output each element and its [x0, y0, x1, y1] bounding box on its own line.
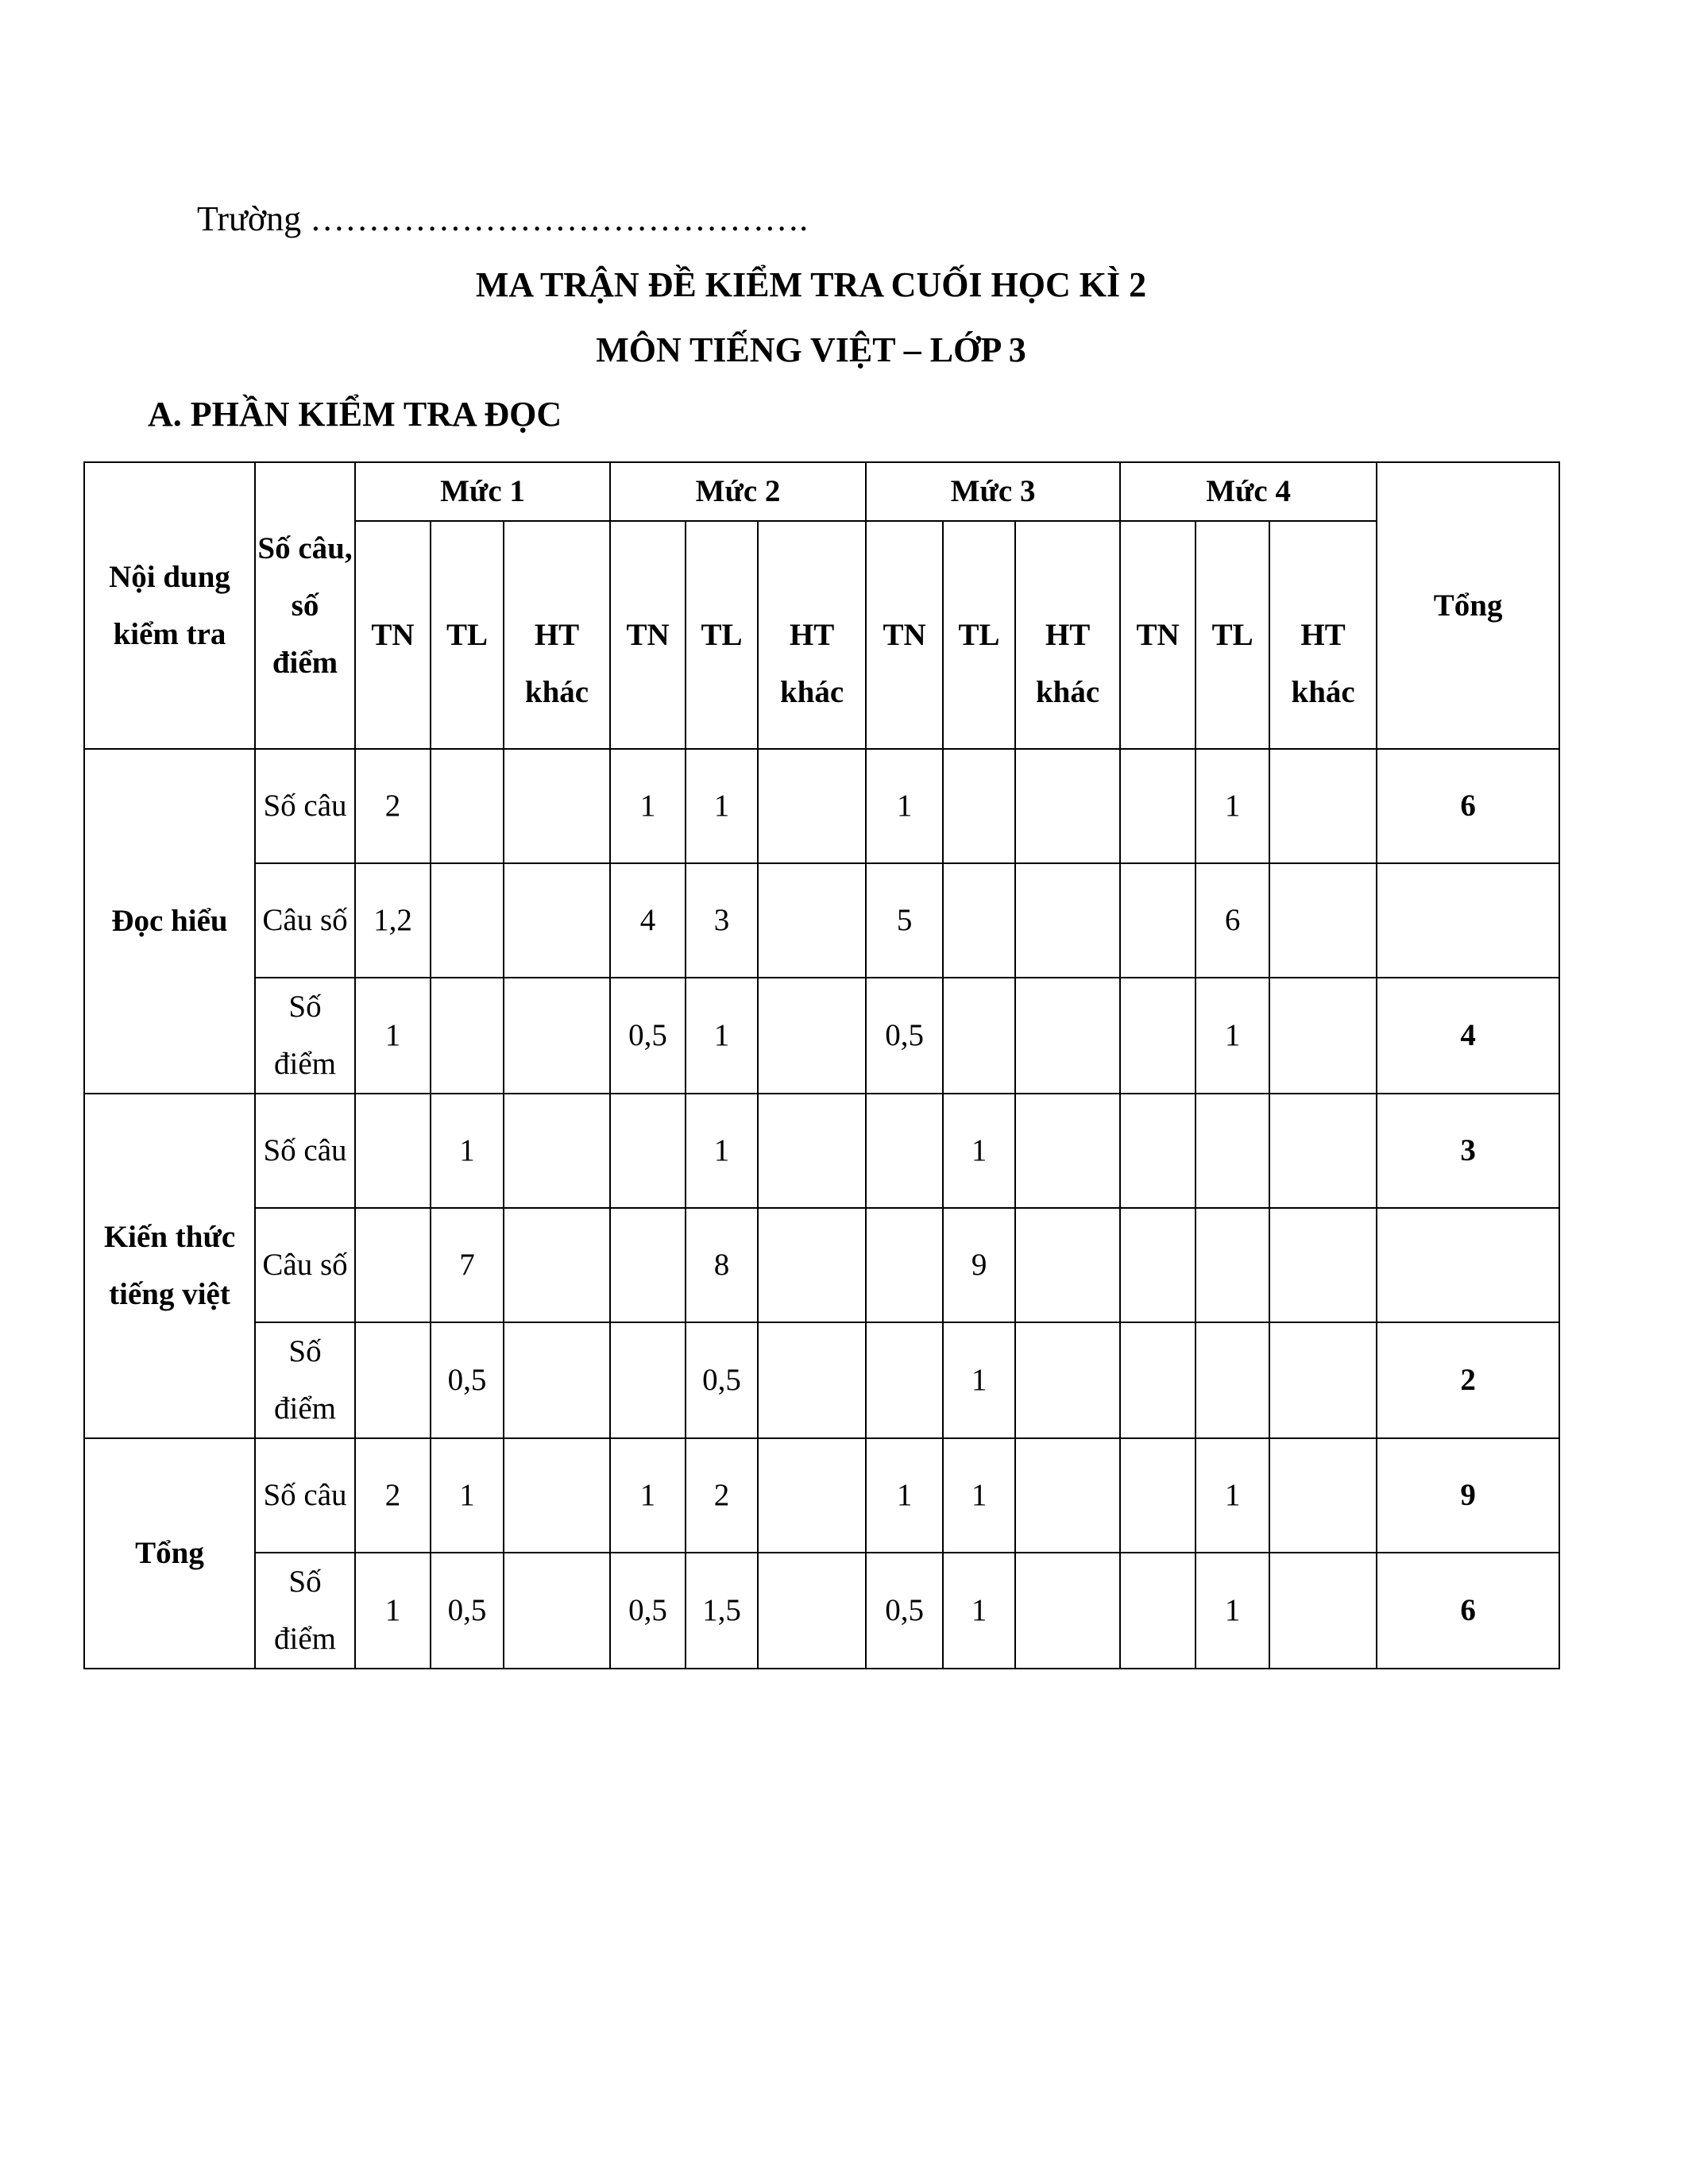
data-cell: [758, 978, 866, 1094]
data-cell: [943, 749, 1015, 863]
data-cell: [431, 749, 504, 863]
data-cell: 1: [686, 978, 758, 1094]
data-cell: 2: [686, 1438, 758, 1553]
group-label: Tổng: [84, 1438, 255, 1669]
row-type: Số câu: [255, 1438, 355, 1553]
row-total: [1377, 1208, 1559, 1322]
table-row: [84, 863, 1559, 978]
group-label: Đọc hiểu: [84, 749, 255, 1094]
data-cell: 1: [686, 749, 758, 863]
data-cell: [1120, 1094, 1196, 1208]
data-cell: [1269, 1208, 1377, 1322]
data-cell: [1269, 1438, 1377, 1553]
header-level: Mức 1: [355, 462, 610, 521]
header-total: Tổng: [1377, 462, 1559, 749]
data-cell: [1015, 978, 1120, 1094]
data-cell: 1: [866, 1438, 943, 1553]
data-cell: 0,5: [431, 1553, 504, 1669]
data-cell: [504, 749, 610, 863]
data-cell: [1120, 1553, 1196, 1669]
data-cell: [355, 1322, 431, 1438]
data-cell: [1120, 1322, 1196, 1438]
data-cell: [1196, 1322, 1269, 1438]
header-subcol: TL: [943, 521, 1015, 749]
data-cell: [1120, 978, 1196, 1094]
data-cell: [504, 978, 610, 1094]
data-cell: [504, 1094, 610, 1208]
row-total: 2: [1377, 1322, 1559, 1438]
row-total: 6: [1377, 1553, 1559, 1669]
table-row: [84, 1208, 1559, 1322]
data-cell: 1: [1196, 749, 1269, 863]
data-cell: 0,5: [866, 1553, 943, 1669]
exam-matrix-table: [83, 461, 1560, 1669]
data-cell: 0,5: [866, 978, 943, 1094]
header-row-levels: [84, 462, 1559, 521]
data-cell: 1: [866, 749, 943, 863]
data-cell: 4: [610, 863, 686, 978]
row-type: Số điểm: [255, 978, 355, 1094]
row-type: Số điểm: [255, 1322, 355, 1438]
data-cell: [943, 978, 1015, 1094]
data-cell: 2: [355, 1438, 431, 1553]
header-subcol: TN: [610, 521, 686, 749]
data-cell: 1: [1196, 978, 1269, 1094]
data-cell: [355, 1094, 431, 1208]
data-cell: [1196, 1208, 1269, 1322]
data-cell: [1269, 863, 1377, 978]
data-cell: 1,2: [355, 863, 431, 978]
data-cell: [758, 1553, 866, 1669]
table-row: [84, 749, 1559, 863]
data-cell: [1269, 1322, 1377, 1438]
data-cell: 2: [355, 749, 431, 863]
row-type: Số điểm: [255, 1553, 355, 1669]
header-content: Nội dung kiểm tra: [84, 462, 255, 749]
header-subcol: TL: [431, 521, 504, 749]
document-subtitle: MÔN TIẾNG VIỆT – LỚP 3: [596, 330, 1026, 369]
data-cell: 1: [943, 1094, 1015, 1208]
table-row: [84, 978, 1559, 1094]
data-cell: [1015, 1438, 1120, 1553]
header-level: Mức 2: [610, 462, 866, 521]
data-cell: [504, 1438, 610, 1553]
header-subcol: HT khác: [758, 521, 866, 749]
data-cell: 1: [355, 978, 431, 1094]
row-type: Số câu: [255, 749, 355, 863]
data-cell: 1: [1196, 1438, 1269, 1553]
data-cell: [1269, 1553, 1377, 1669]
data-cell: [431, 863, 504, 978]
data-cell: [758, 1322, 866, 1438]
header-subcol: TN: [866, 521, 943, 749]
header-subcol: TL: [686, 521, 758, 749]
data-cell: [504, 1208, 610, 1322]
group-label: Kiến thức tiếng việt: [84, 1094, 255, 1438]
data-cell: [758, 863, 866, 978]
table-row: [84, 1553, 1559, 1669]
data-cell: [1015, 1094, 1120, 1208]
row-type: Số câu: [255, 1094, 355, 1208]
data-cell: [1196, 1094, 1269, 1208]
data-cell: 1: [943, 1322, 1015, 1438]
data-cell: 6: [1196, 863, 1269, 978]
header-subcol: HT khác: [1015, 521, 1120, 749]
header-level: Mức 3: [866, 462, 1120, 521]
row-total: [1377, 863, 1559, 978]
data-cell: [758, 1094, 866, 1208]
data-cell: 0,5: [610, 1553, 686, 1669]
data-cell: [610, 1208, 686, 1322]
data-cell: [504, 1322, 610, 1438]
data-cell: 1: [943, 1438, 1015, 1553]
data-cell: 1: [431, 1094, 504, 1208]
data-cell: [504, 1553, 610, 1669]
table-row: [84, 1322, 1559, 1438]
data-cell: [431, 978, 504, 1094]
data-cell: [610, 1094, 686, 1208]
data-cell: [1015, 749, 1120, 863]
row-total: 6: [1377, 749, 1559, 863]
data-cell: 9: [943, 1208, 1015, 1322]
data-cell: [1015, 1208, 1120, 1322]
data-cell: [1269, 749, 1377, 863]
data-cell: 1: [943, 1553, 1015, 1669]
data-cell: 8: [686, 1208, 758, 1322]
data-cell: [504, 863, 610, 978]
data-cell: [1120, 1438, 1196, 1553]
data-cell: 1,5: [686, 1553, 758, 1669]
data-cell: [1120, 863, 1196, 978]
data-cell: [355, 1208, 431, 1322]
row-total: 3: [1377, 1094, 1559, 1208]
data-cell: [758, 1208, 866, 1322]
header-subcol: HT khác: [504, 521, 610, 749]
row-type: Câu số: [255, 1208, 355, 1322]
data-cell: [866, 1094, 943, 1208]
document-title: MA TRẬN ĐỀ KIỂM TRA CUỐI HỌC KÌ 2: [475, 265, 1147, 304]
data-cell: [943, 863, 1015, 978]
header-subcol: HT khác: [1269, 521, 1377, 749]
data-cell: 1: [1196, 1553, 1269, 1669]
header-subcol: TL: [1196, 521, 1269, 749]
table-row: [84, 1094, 1559, 1208]
data-cell: [866, 1208, 943, 1322]
row-type: Câu số: [255, 863, 355, 978]
header-subcol: TN: [1120, 521, 1196, 749]
data-cell: [1120, 749, 1196, 863]
school-name-field: Trường …………………………………….: [197, 199, 809, 238]
row-total: 9: [1377, 1438, 1559, 1553]
data-cell: [1015, 863, 1120, 978]
table-row: [84, 1438, 1559, 1553]
data-cell: 1: [686, 1094, 758, 1208]
data-cell: 0,5: [686, 1322, 758, 1438]
section-heading: A. PHẦN KIỂM TRA ĐỌC: [148, 395, 562, 434]
data-cell: [1120, 1208, 1196, 1322]
header-type: Số câu, số điểm: [255, 462, 355, 749]
data-cell: [1015, 1322, 1120, 1438]
data-cell: 7: [431, 1208, 504, 1322]
data-cell: [758, 1438, 866, 1553]
data-cell: [1015, 1553, 1120, 1669]
data-cell: 1: [610, 1438, 686, 1553]
data-cell: [1269, 1094, 1377, 1208]
row-total: 4: [1377, 978, 1559, 1094]
data-cell: [758, 749, 866, 863]
header-subcol: TN: [355, 521, 431, 749]
data-cell: 0,5: [431, 1322, 504, 1438]
data-cell: [610, 1322, 686, 1438]
data-cell: 1: [610, 749, 686, 863]
data-cell: 1: [355, 1553, 431, 1669]
data-cell: 0,5: [610, 978, 686, 1094]
header-level: Mức 4: [1120, 462, 1377, 521]
data-cell: 5: [866, 863, 943, 978]
data-cell: 1: [431, 1438, 504, 1553]
data-cell: 3: [686, 863, 758, 978]
data-cell: [1269, 978, 1377, 1094]
data-cell: [866, 1322, 943, 1438]
